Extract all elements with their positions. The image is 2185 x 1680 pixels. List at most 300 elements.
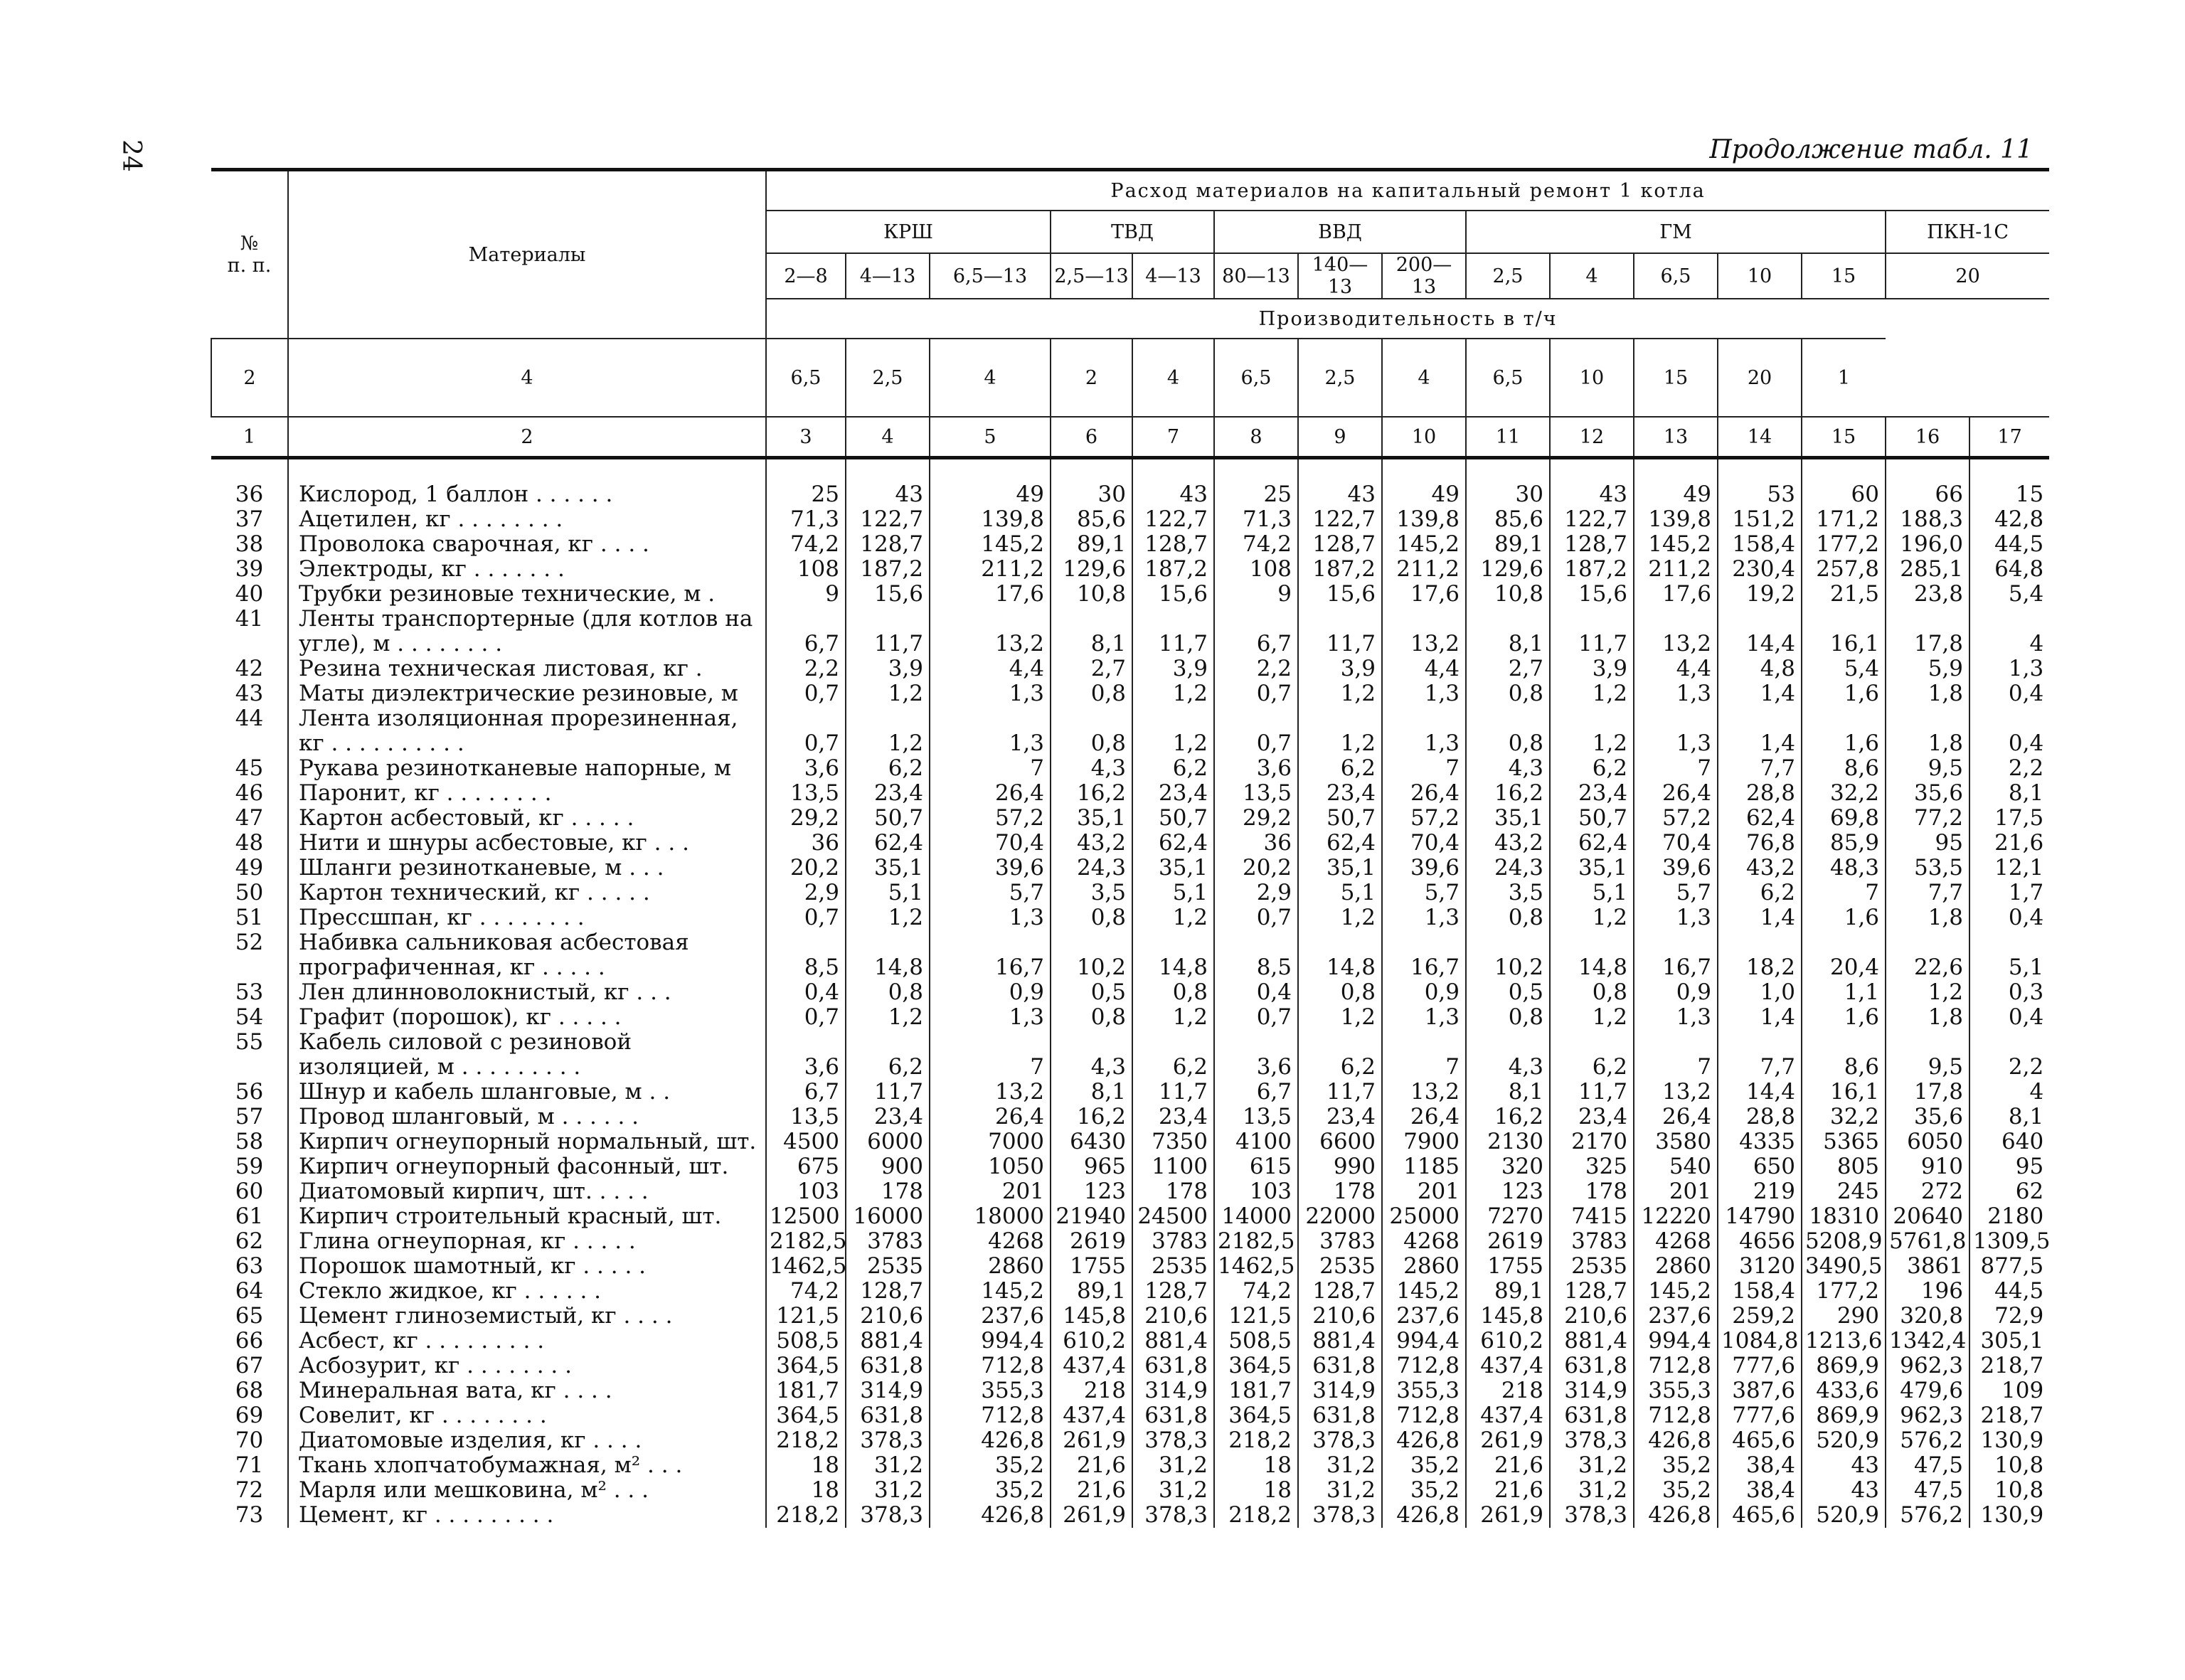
value-cell: 36 [1214,831,1298,856]
capacities-row [211,339,2049,417]
value-cell: 85,9 [1802,831,1886,856]
value-cell: 1,4 [1718,1005,1802,1030]
value-cell: 16,1 [1802,1080,1886,1105]
value-cell: 8,1 [1051,607,1132,656]
value-cell: 3861 [1886,1254,1969,1279]
material-name: Глина огнеупорная, кг . . . . . [288,1229,766,1254]
range-6: 80—13 [1214,253,1298,299]
value-cell: 18 [1214,1453,1298,1478]
value-cell: 181,7 [1214,1378,1298,1403]
value-cell: 520,9 [1802,1503,1886,1528]
boiler-type-5: ПКН-1С [1886,211,2049,253]
value-cell: 257,8 [1802,557,1886,582]
value-cell: 869,9 [1802,1354,1886,1378]
value-cell: 35,2 [1634,1453,1718,1478]
value-cell: 16,7 [930,930,1051,980]
value-cell: 0,8 [1051,1005,1132,1030]
value-cell: 218,7 [1969,1354,2049,1378]
value-cell: 881,4 [1132,1329,1214,1354]
value-cell: 1,8 [1886,1005,1969,1030]
value-cell: 0,8 [1298,980,1382,1005]
value-cell: 74,2 [1214,1279,1298,1304]
value-cell: 0,7 [766,681,846,706]
value-cell: 31,2 [1550,1453,1634,1478]
value-cell: 35,6 [1886,1105,1969,1129]
value-cell: 39,6 [1634,856,1718,881]
value-cell: 31,2 [1298,1453,1382,1478]
value-cell: 18 [766,1453,846,1478]
value-cell: 70,4 [1634,831,1718,856]
value-cell: 1755 [1051,1254,1132,1279]
value-cell: 74,2 [1214,532,1298,557]
value-cell: 123 [1051,1179,1132,1204]
row-number: 51 [235,905,264,930]
value-cell: 23,8 [1886,582,1969,607]
value-cell: 877,5 [1969,1254,2049,1279]
value-cell: 962,3 [1886,1354,1969,1378]
value-cell: 20640 [1886,1204,1969,1229]
value-cell: 4268 [1634,1229,1718,1254]
value-cell: 1,2 [1132,706,1214,756]
value-cell: 43 [1132,458,1214,508]
value-cell: 1309,5 [1969,1229,2049,1254]
value-cell: 314,9 [1550,1378,1634,1403]
value-cell: 1,2 [846,905,930,930]
value-cell: 145,8 [1466,1304,1550,1329]
table-row [211,1204,2049,1229]
value-cell: 95 [1886,831,1969,856]
material-name: Картон асбестовый, кг . . . . . [288,806,766,831]
value-cell: 43 [1802,1478,1886,1503]
value-cell: 2860 [1634,1254,1718,1279]
row-number: 70 [235,1428,264,1453]
value-cell: 0,8 [1051,681,1132,706]
material-name: Ленты транспортерные (для котлов на угле), м . . . . . . . . [288,607,766,656]
value-cell: 23,4 [1132,781,1214,806]
table-row [211,1478,2049,1503]
value-cell: 5,1 [846,881,930,905]
material-name: Набивка сальниковая асбестовая прографиченная, кг . . . . . [288,930,766,980]
value-cell: 10,2 [1051,930,1132,980]
value-cell: 49 [1634,458,1718,508]
value-cell: 145,2 [1634,1279,1718,1304]
value-cell: 261,9 [1051,1428,1132,1453]
value-cell: 187,2 [1550,557,1634,582]
value-cell: 22000 [1298,1204,1382,1229]
header-no: № п. п. [211,170,288,339]
value-cell: 1,3 [1634,706,1718,756]
value-cell: 631,8 [1550,1403,1634,1428]
value-cell: 11,7 [846,1080,930,1105]
value-cell: 62,4 [1298,831,1382,856]
boiler-type-4: ГМ [1466,211,1886,253]
value-cell: 0,8 [846,980,930,1005]
value-cell: 437,4 [1466,1403,1550,1428]
table-row [211,582,2049,607]
value-cell: 218 [1051,1378,1132,1403]
value-cell: 11,7 [846,607,930,656]
value-cell: 994,4 [930,1329,1051,1354]
value-cell: 145,2 [930,532,1051,557]
value-cell: 290 [1802,1304,1886,1329]
value-cell: 0,8 [1051,905,1132,930]
value-cell: 13,5 [1214,781,1298,806]
value-cell: 6,2 [1298,1030,1382,1080]
value-cell: 237,6 [1634,1304,1718,1329]
range-14: 20 [1886,253,2049,299]
range-1: 2—8 [766,253,846,299]
row-number: 53 [235,979,264,1005]
capacity-14: 20 [1718,339,1802,417]
value-cell: 122,7 [846,507,930,532]
material-name: Кирпич огнеупорный нормальный, шт. [288,1129,766,1154]
value-cell: 57,2 [1634,806,1718,831]
value-cell: 21940 [1051,1204,1132,1229]
value-cell: 7350 [1132,1129,1214,1154]
table-row [211,532,2049,557]
boiler-type-3: ВВД [1214,211,1466,253]
value-cell: 25000 [1382,1204,1466,1229]
value-cell: 43 [1298,458,1382,508]
value-cell: 23,4 [846,1105,930,1129]
value-cell: 1,3 [1634,1005,1718,1030]
value-cell: 218,2 [1214,1503,1298,1528]
material-name: Лента изоляционная прорезиненная, кг . . . . . . . . . . [288,706,766,756]
value-cell: 121,5 [1214,1304,1298,1329]
value-cell: 540 [1634,1154,1718,1179]
value-cell: 50,7 [1132,806,1214,831]
table-row [211,1030,2049,1080]
table-row [211,1304,2049,1329]
value-cell: 5,1 [1550,881,1634,905]
value-cell: 4268 [930,1229,1051,1254]
value-cell: 1,6 [1802,1005,1886,1030]
value-cell: 210,6 [846,1304,930,1329]
value-cell: 210,6 [1298,1304,1382,1329]
value-cell: 1,2 [1132,681,1214,706]
value-cell: 14,8 [1132,930,1214,980]
value-cell: 89,1 [1466,1279,1550,1304]
row-number: 54 [235,1004,264,1030]
value-cell: 9,5 [1886,756,1969,781]
value-cell: 5761,8 [1886,1229,1969,1254]
value-cell: 994,4 [1634,1329,1718,1354]
value-cell: 615 [1214,1154,1298,1179]
value-cell: 26,4 [930,781,1051,806]
table-row [211,1329,2049,1354]
value-cell: 23,4 [1298,781,1382,806]
value-cell: 50,7 [1550,806,1634,831]
value-cell: 187,2 [1132,557,1214,582]
value-cell: 16,1 [1802,607,1886,656]
boiler-type-2: ТВД [1051,211,1214,253]
value-cell: 57,2 [930,806,1051,831]
value-cell: 433,6 [1802,1378,1886,1403]
value-cell: 426,8 [930,1503,1051,1528]
value-cell: 1,3 [1382,905,1466,930]
value-cell: 128,7 [1550,532,1634,557]
row-number: 50 [235,880,264,905]
value-cell: 426,8 [930,1428,1051,1453]
value-cell: 1462,5 [1214,1254,1298,1279]
material-name: Порошок шамотный, кг . . . . . [288,1254,766,1279]
value-cell: 24,3 [1466,856,1550,881]
table-row [211,1154,2049,1179]
column-number-4: 4 [846,417,930,458]
value-cell: 712,8 [1382,1403,1466,1428]
value-cell: 426,8 [1382,1428,1466,1453]
value-cell: 43,2 [1718,856,1802,881]
value-cell: 305,1 [1969,1329,2049,1354]
value-cell: 1,3 [1634,681,1718,706]
value-cell: 4335 [1718,1129,1802,1154]
range-3: 6,5—13 [930,253,1051,299]
value-cell: 1,8 [1886,706,1969,756]
value-cell: 6430 [1051,1129,1132,1154]
value-cell: 13,5 [766,1105,846,1129]
value-cell: 0,7 [1214,706,1298,756]
value-cell: 0,7 [1214,905,1298,930]
value-cell: 4,3 [1051,756,1132,781]
value-cell: 53,5 [1886,856,1969,881]
material-name: Ткань хлопчатобумажная, м² . . . [288,1453,766,1478]
value-cell: 181,7 [766,1378,846,1403]
value-cell: 17,8 [1886,607,1969,656]
value-cell: 0,8 [1550,980,1634,1005]
value-cell: 48,3 [1802,856,1886,881]
value-cell: 881,4 [1298,1329,1382,1354]
value-cell: 22,6 [1886,930,1969,980]
value-cell: 7 [1802,881,1886,905]
value-cell: 17,5 [1969,806,2049,831]
value-cell: 378,3 [846,1428,930,1453]
value-cell: 3783 [1298,1229,1382,1254]
table-caption: Продолжение табл. 11 [1709,135,2033,164]
value-cell: 0,5 [1466,980,1550,1005]
value-cell: 43 [1802,1453,1886,1478]
value-cell: 3490,5 [1802,1254,1886,1279]
value-cell: 355,3 [930,1378,1051,1403]
value-cell: 50,7 [1298,806,1382,831]
value-cell: 576,2 [1886,1428,1969,1453]
value-cell: 9,5 [1886,1030,1969,1080]
value-cell: 49 [930,458,1051,508]
value-cell: 6,2 [1550,1030,1634,1080]
value-cell: 13,2 [930,1080,1051,1105]
row-number: 59 [235,1154,264,1179]
value-cell: 1,2 [1298,1005,1382,1030]
value-cell: 23,4 [1298,1105,1382,1129]
value-cell: 576,2 [1886,1503,1969,1528]
value-cell: 29,2 [766,806,846,831]
value-cell: 85,6 [1466,507,1550,532]
boiler-type-1: КРШ [766,211,1051,253]
value-cell: 1,4 [1718,681,1802,706]
row-number: 55 [235,1029,264,1055]
value-cell: 479,6 [1886,1378,1969,1403]
value-cell: 129,6 [1466,557,1550,582]
value-cell: 219 [1718,1179,1802,1204]
value-cell: 4,4 [930,656,1051,681]
table-row [211,1005,2049,1030]
table-row [211,607,2049,656]
value-cell: 85,6 [1051,507,1132,532]
material-name: Проволока сварочная, кг . . . . [288,532,766,557]
value-cell: 66 [1886,458,1969,508]
row-number: 37 [235,506,264,532]
value-cell: 20,4 [1802,930,1886,980]
value-cell: 364,5 [766,1354,846,1378]
range-8: 200—13 [1382,253,1466,299]
value-cell: 378,3 [1298,1503,1382,1528]
value-cell: 130,9 [1969,1428,2049,1453]
value-cell: 13,2 [1382,1080,1466,1105]
value-cell: 8,1 [1466,607,1550,656]
value-cell: 0,8 [1466,706,1550,756]
row-number: 49 [235,855,264,881]
value-cell: 1,2 [1550,905,1634,930]
capacity-11: 6,5 [1466,339,1550,417]
value-cell: 23,4 [1132,1105,1214,1129]
table-row [211,980,2049,1005]
value-cell: 1,8 [1886,681,1969,706]
range-9: 2,5 [1466,253,1550,299]
range-2: 4—13 [846,253,930,299]
value-cell: 7,7 [1718,756,1802,781]
material-name: Диатомовые изделия, кг . . . . [288,1428,766,1453]
value-cell: 11,7 [1550,1080,1634,1105]
value-cell: 28,8 [1718,781,1802,806]
value-cell: 437,4 [1466,1354,1550,1378]
value-cell: 43,2 [1051,831,1132,856]
value-cell: 11,7 [1298,607,1382,656]
value-cell: 2182,5 [766,1229,846,1254]
value-cell: 1213,6 [1802,1329,1886,1354]
value-cell: 8,1 [1969,781,2049,806]
range-4: 2,5—13 [1051,253,1132,299]
value-cell: 631,8 [1132,1354,1214,1378]
value-cell: 128,7 [1550,1279,1634,1304]
row-number: 63 [235,1253,264,1279]
value-cell: 21,6 [1466,1453,1550,1478]
value-cell: 28,8 [1718,1105,1802,1129]
value-cell: 17,6 [1634,582,1718,607]
row-number: 46 [235,780,264,806]
value-cell: 32,2 [1802,781,1886,806]
value-cell: 2,9 [766,881,846,905]
value-cell: 0,7 [766,905,846,930]
value-cell: 6,2 [1132,756,1214,781]
value-cell: 378,3 [846,1503,930,1528]
value-cell: 6,2 [846,1030,930,1080]
value-cell: 76,8 [1718,831,1802,856]
value-cell: 4,4 [1382,656,1466,681]
value-cell: 20,2 [1214,856,1298,881]
value-cell: 44,5 [1969,1279,2049,1304]
value-cell: 31,2 [846,1478,930,1503]
capacity-13: 15 [1634,339,1718,417]
value-cell: 8,5 [766,930,846,980]
value-cell: 631,8 [846,1403,930,1428]
value-cell: 378,3 [1132,1503,1214,1528]
value-cell: 364,5 [1214,1354,1298,1378]
value-cell: 29,2 [1214,806,1298,831]
row-number: 41 [235,606,264,632]
material-name: Марля или мешковина, м² . . . [288,1478,766,1503]
value-cell: 364,5 [1214,1403,1298,1428]
value-cell: 3,9 [1298,656,1382,681]
value-cell: 2535 [1132,1254,1214,1279]
page-number: 24 [117,139,146,172]
value-cell: 43 [846,458,930,508]
table-row [211,1229,2049,1254]
value-cell: 31,2 [846,1453,930,1478]
row-number: 45 [235,755,264,781]
value-cell: 89,1 [1466,532,1550,557]
value-cell: 95 [1969,1154,2049,1179]
value-cell: 7 [1634,756,1718,781]
table-row [211,557,2049,582]
value-cell: 18000 [930,1204,1051,1229]
value-cell: 869,9 [1802,1403,1886,1428]
value-cell: 640 [1969,1129,2049,1154]
value-cell: 1,2 [1298,706,1382,756]
value-cell: 17,8 [1886,1080,1969,1105]
value-cell: 4,4 [1634,656,1718,681]
value-cell: 13,2 [930,607,1051,656]
capacity-6: 2 [1051,339,1132,417]
material-name: Рукава резинотканевые напорные, м [288,756,766,781]
value-cell: 378,3 [1550,1503,1634,1528]
value-cell: 30 [1466,458,1550,508]
value-cell: 11,7 [1132,1080,1214,1105]
table-row [211,905,2049,930]
value-cell: 7,7 [1718,1030,1802,1080]
value-cell: 14790 [1718,1204,1802,1229]
value-cell: 35,2 [1382,1478,1466,1503]
value-cell: 35,1 [1132,856,1214,881]
value-cell: 0,7 [766,1005,846,1030]
value-cell: 25 [1214,458,1298,508]
row-number: 39 [235,556,264,582]
material-name: Совелит, кг . . . . . . . . [288,1403,766,1428]
value-cell: 0,8 [1466,681,1550,706]
value-cell: 387,6 [1718,1378,1802,1403]
value-cell: 1185 [1382,1154,1466,1179]
value-cell: 1,3 [1634,905,1718,930]
value-cell: 108 [766,557,846,582]
value-cell: 128,7 [846,532,930,557]
value-cell: 7 [930,1030,1051,1080]
value-cell: 8,6 [1802,1030,1886,1080]
row-number: 73 [235,1502,264,1528]
value-cell: 11,7 [1550,607,1634,656]
value-cell: 712,8 [1634,1403,1718,1428]
value-cell: 14,4 [1718,1080,1802,1105]
value-cell: 962,3 [1886,1403,1969,1428]
value-cell: 158,4 [1718,532,1802,557]
value-cell: 211,2 [1382,557,1466,582]
material-name: Шланги резинотканевые, м . . . [288,856,766,881]
value-cell: 3783 [846,1229,930,1254]
value-cell: 4,3 [1466,1030,1550,1080]
header-materials: Материалы [288,170,766,339]
value-cell: 1,3 [930,706,1051,756]
value-cell: 201 [1634,1179,1718,1204]
table-row [211,1129,2049,1154]
value-cell: 1,4 [1718,706,1802,756]
value-cell: 4100 [1214,1129,1298,1154]
